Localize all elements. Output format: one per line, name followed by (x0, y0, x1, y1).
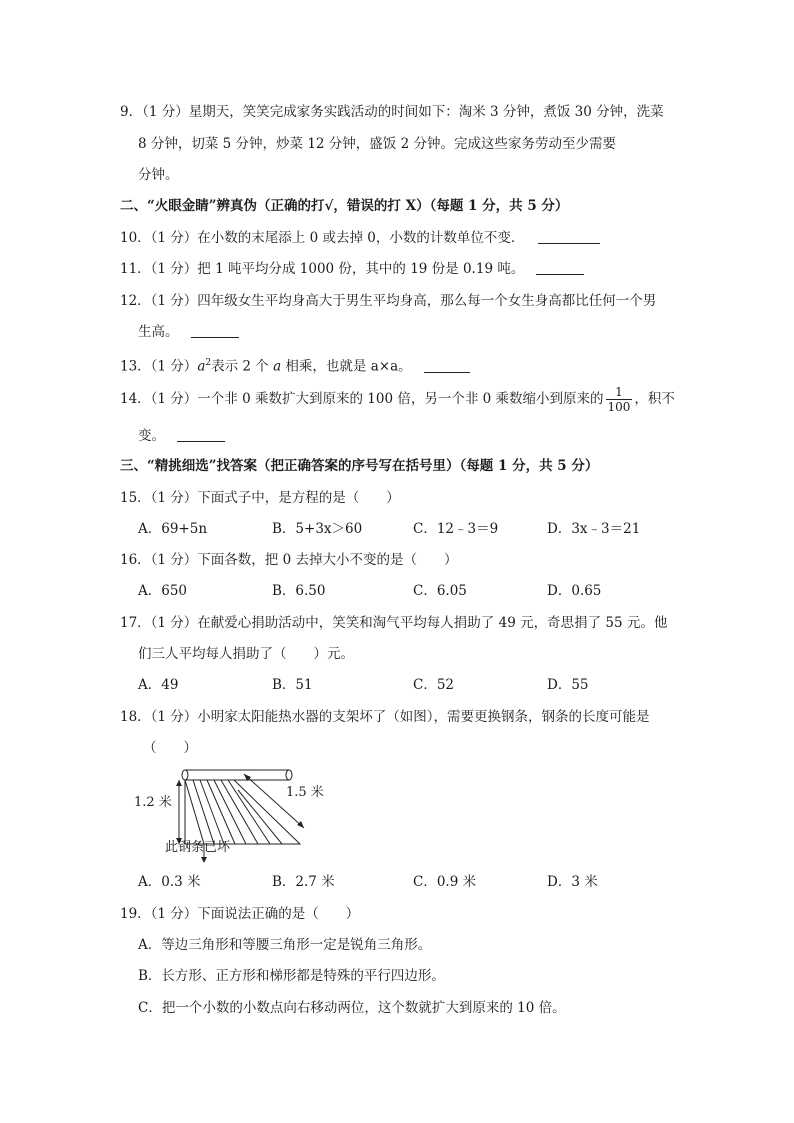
q18-option-c[interactable]: C．0.9 米 (413, 874, 477, 890)
q17-option-b[interactable]: B．51 (272, 677, 313, 693)
q10 (120, 228, 600, 248)
q15-text: 15．（1 分）下面式子中，是方程的是（ ） (120, 490, 400, 506)
q16-option-b[interactable]: B．6.50 (272, 583, 326, 599)
q18-option-b[interactable]: B．2.7 米 (272, 874, 335, 890)
q14-frac-num: 1 (606, 385, 633, 400)
q18-option-d[interactable]: D．3 米 (547, 874, 598, 890)
q18-label-height: 1.2 米 (134, 795, 172, 810)
q17-line2: 们三人平均每人捐助了（ ）元。 (138, 646, 354, 662)
q19-option-c[interactable]: C．把一个小数的小数点向右移动两位，这个数就扩大到原来的 10 倍。 (138, 1000, 566, 1016)
q19-option-a[interactable]: A．等边三角形和等腰三角形一定是锐角三角形。 (138, 937, 432, 953)
q12-line2-text: 生高。 (138, 324, 179, 340)
height-dimension (176, 780, 182, 844)
q13-var: a (273, 358, 282, 375)
q18-line1: 18．（1 分）小明家太阳能热水器的支架坏了（如图），需要更换钢条，钢条的长度可能是 (120, 709, 650, 725)
q16-option-d[interactable]: D．0.65 (547, 583, 602, 599)
section-3-title: 三、“精挑细选”找答案（把正确答案的序号写在括号里）（每题 1 分，共 5 分） (120, 458, 599, 474)
q14-fraction (606, 385, 633, 414)
q17-line1: 17．（1 分）在献爱心捐助活动中，笑笑和淘气平均每人捐助了 49 元，奇思捐了 55 元。他 (120, 615, 668, 631)
q16-option-c[interactable]: C．6.05 (413, 583, 467, 599)
q13-answer-blank[interactable] (424, 358, 470, 373)
q17-option-d[interactable]: D．55 (547, 677, 589, 693)
q9-line3: 分钟。 (138, 167, 179, 183)
q10-answer-blank[interactable] (538, 229, 600, 244)
q14-text: 14．（1 分）一个非 0 乘数扩大到原来的 100 倍，另一个非 0 乘数缩小到原来的 (120, 391, 604, 407)
q13-prefix: 13．（1 分） (120, 358, 198, 375)
q16-text: 16．（1 分）下面各数，把 0 去掉大小不变的是（ ） (120, 552, 458, 568)
q18-line2: （ ） (143, 740, 197, 756)
section-2-title: 二、“火眼金睛”辨真伪（正确的打√，错误的打 X）（每题 1 分，共 5 分） (120, 198, 569, 214)
q13-base: a (197, 358, 206, 375)
q13-middle: 表示 2 个 (211, 358, 274, 375)
q15-option-a[interactable]: A．69+5n (138, 521, 208, 537)
q14-line2 (138, 426, 225, 446)
q12-line2 (138, 322, 239, 342)
q16-option-a[interactable]: A．650 (138, 583, 188, 599)
q11-text: 11．（1 分）把 1 吨平均分成 1000 份，其中的 19 份是 0.19 吨。 (120, 261, 525, 277)
q11 (120, 259, 584, 279)
q18-figure (128, 764, 348, 864)
q13-suffix: 相乘，也就是 a×a。 (281, 358, 412, 375)
q14-after-frac: ，积不 (634, 391, 675, 407)
q18-label-broken: 此钢条已坏 (165, 840, 231, 855)
q15-option-d[interactable]: D．3x﹣3＝21 (547, 521, 641, 537)
q14-frac-den: 100 (607, 400, 631, 414)
q10-text: 10．（1 分）在小数的末尾添上 0 或去掉 0，小数的计数单位不变． (120, 230, 525, 246)
q9-line2: 8 分钟，切菜 5 分钟，炒菜 12 分钟，盛饭 2 分钟。完成这些家务劳动至少需要 (138, 136, 616, 152)
q14-line2-text: 变。 (138, 428, 165, 444)
q19-text: 19．（1 分）下面说法正确的是（ ） (120, 906, 360, 922)
q12-answer-blank[interactable] (191, 323, 239, 338)
q17-option-a[interactable]: A．49 (138, 677, 179, 693)
q14-answer-blank[interactable] (177, 427, 225, 442)
q19-option-b[interactable]: B．长方形、正方形和梯形都是特殊的平行四边形。 (138, 968, 445, 984)
water-tank (182, 770, 292, 780)
q9-line1: 9．（1 分）星期天，笑笑完成家务实践活动的时间如下：淘米 3 分钟，煮饭 30 分钟，洗菜 (120, 104, 664, 120)
q13 (120, 353, 470, 377)
q12-line1: 12．（1 分）四年级女生平均身高大于男生平均身高，那么每一个女生身高都比任何一个男 (120, 293, 657, 309)
q11-answer-blank[interactable] (536, 260, 584, 275)
q18-option-a[interactable]: A．0.3 米 (138, 874, 201, 890)
q14-line1 (120, 385, 675, 414)
solar-panel (185, 780, 300, 844)
q13-exponent: 2 (205, 358, 212, 368)
q15-option-b[interactable]: B．5+3x＞60 (272, 521, 363, 537)
q18-label-slant: 1.5 米 (286, 785, 324, 800)
q17-option-c[interactable]: C．52 (413, 677, 455, 693)
q15-option-c[interactable]: C．12﹣3＝9 (413, 521, 499, 537)
